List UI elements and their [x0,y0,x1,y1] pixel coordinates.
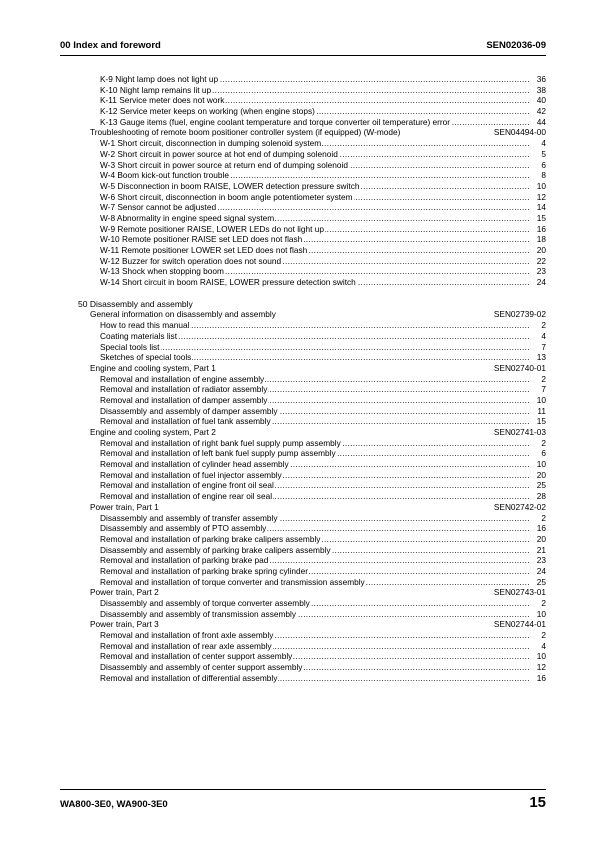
toc-item-title: Removal and installation of parking brake calipers assembly [100,533,321,544]
toc-item[interactable] [60,566,546,577]
toc-item-title: Removal and installation of engine rear oil seal [100,491,273,502]
toc-item-title: Removal and installation of engine assembly [100,373,265,384]
page-footer [60,795,546,815]
toc-item-page: 10 [530,609,546,620]
toc-item-page: 10 [530,181,546,192]
toc-item-title: Removal and installation of damper assembly [100,394,268,405]
toc-item-title: Removal and installation of engine front oil seal [100,480,274,491]
toc-item-title: Disassembly and assembly of torque converter assembly [100,598,310,608]
page-header [60,40,546,54]
toc-item-page: 15 [530,213,546,224]
toc-item-title: W-13 Shock when stopping boom [100,266,224,277]
toc-item-page: 20 [530,470,546,481]
toc-item-title: W-8 Abnormality in engine speed signal system [100,212,275,223]
toc-item-page: 2 [530,513,546,524]
toc-item-page: 2 [530,320,546,331]
toc-item[interactable] [60,598,546,609]
toc-section-title: Troubleshooting of remote boom positioner controller system (if equipped) (W-mode) [90,127,401,138]
toc-item-page: 20 [530,534,546,545]
toc-item[interactable] [60,320,546,331]
toc-item-title: K-10 Night lamp remains lit up [100,84,212,95]
toc-item-title: W-5 Disconnection in boom RAISE, LOWER detection pressure switch [100,180,360,191]
toc-item-page: 7 [530,342,546,353]
toc-item-page: 12 [530,192,546,203]
toc-item[interactable] [60,641,546,652]
toc-item-page: 23 [530,555,546,566]
toc-item-title: K-9 Night lamp does not light up [100,74,219,84]
toc-item[interactable] [60,406,546,417]
toc-item-title: W-7 Sensor cannot be adjusted [100,202,217,213]
toc-item[interactable] [60,630,546,641]
toc-section-code: SEN02741-03 [491,427,546,438]
toc-item[interactable] [60,95,546,106]
toc-item-page: 10 [530,651,546,662]
toc-item[interactable] [60,138,546,149]
toc-section[interactable] [60,127,546,138]
toc-item-title: Removal and installation of parking brake spring cylinder [100,565,308,576]
toc-item-title: Disassembly and assembly of parking brake calipers assembly [100,544,331,555]
toc-section[interactable] [60,363,546,374]
dot-leader [100,342,530,353]
header-doc-code: SEN02036-09 [486,40,546,51]
toc-item[interactable] [60,192,546,203]
toc-item-page: 2 [530,374,546,385]
toc-item[interactable] [60,277,546,288]
toc-item[interactable] [60,523,546,534]
toc-section[interactable] [60,309,546,320]
toc-item-page: 42 [530,106,546,117]
toc-item-page: 7 [530,384,546,395]
toc-item-title: W-10 Remote positioner RAISE set LED does not flash [100,234,303,245]
toc-item-title: W-1 Short circuit, disconnection in dumping solenoid system [100,138,322,149]
toc-item-title: W-14 Short circuit in boom RAISE, LOWER pressure detection switch [100,277,356,288]
toc-item-title: Removal and installation of torque converter and transmission assembly [100,576,365,587]
toc-item-title: Removal and installation of center support assembly [100,651,293,662]
toc-chapter-title: 50 Disassembly and assembly [78,298,193,309]
toc-section[interactable] [60,502,546,513]
toc-item[interactable] [60,85,546,96]
toc-section[interactable] [60,619,546,630]
toc-item-title: Removal and installation of front axle assembly [100,630,274,641]
toc-item-page: 23 [530,266,546,277]
toc-item[interactable] [60,202,546,213]
page-number: 15 [529,794,546,811]
toc-item-page: 44 [530,117,546,128]
toc-item-page: 24 [530,566,546,577]
toc-section-title: General information on disassembly and assembly [90,309,276,320]
toc-item[interactable] [60,609,546,620]
toc-item-title: W-6 Short circuit, disconnection in boom angle potentiometer system [100,191,353,202]
toc-section-title: Power train, Part 3 [90,619,159,630]
toc-section-code: SEN02739-02 [491,309,546,320]
toc-item-page: 22 [530,256,546,267]
toc-item[interactable] [60,352,546,363]
toc-item-title: Coating materials list [100,330,178,341]
toc-item-title: W-9 Remote positioner RAISE, LOWER LEDs do not light up [100,223,324,234]
toc-item[interactable] [60,181,546,192]
toc-item-title: Disassembly and assembly of damper assembly [100,405,278,416]
toc-item[interactable] [60,470,546,481]
header-section-title: 00 Index and foreword [60,40,161,51]
toc-item[interactable] [60,331,546,342]
toc-item-page: 24 [530,277,546,288]
toc-section-title: Engine and cooling system, Part 2 [90,427,216,437]
toc-item[interactable] [60,513,546,524]
toc-item-page: 6 [530,160,546,171]
toc-item-page: 6 [530,448,546,459]
toc-item[interactable] [60,416,546,427]
toc-item-title: Removal and installation of fuel injector assembly [100,469,282,480]
toc-item[interactable] [60,342,546,353]
toc-item-page: 5 [530,149,546,160]
toc-item-title: Removal and installation of left bank fuel supply pump assembly [100,448,336,459]
toc-item-title: Special tools list [100,341,160,352]
toc-item[interactable] [60,213,546,224]
toc-item[interactable] [60,395,546,406]
toc-item-title: K-12 Service meter keeps on working (when engine stops) [100,106,315,117]
toc-item-page: 11 [530,406,546,417]
toc-item[interactable] [60,491,546,502]
toc-section-code: SEN02740-01 [491,363,546,374]
toc-item-page: 16 [530,523,546,534]
toc-item-title: W-12 Buzzer for switch operation does not sound [100,255,282,266]
toc-item[interactable] [60,438,546,449]
toc-item-page: 28 [530,491,546,502]
toc-item[interactable] [60,149,546,160]
toc-item[interactable] [60,480,546,491]
toc-item-page: 4 [530,138,546,149]
toc-item-page: 16 [530,673,546,684]
header-rule [60,55,546,56]
toc-item-title: Removal and installation of fuel tank assembly [100,416,271,427]
toc-item-title: Disassembly and assembly of PTO assembly [100,523,267,534]
toc-item[interactable] [60,555,546,566]
toc-item-page: 12 [530,662,546,673]
toc-item[interactable] [60,384,546,395]
toc-section-title: Power train, Part 1 [90,501,159,512]
toc-section-code: SEN02742-02 [491,502,546,513]
toc-item-page: 36 [530,74,546,85]
toc-item-page: 8 [530,170,546,181]
toc-item[interactable] [60,374,546,385]
toc-item-page: 15 [530,416,546,427]
toc-spacer [60,288,546,299]
toc-item-title: W-3 Short circuit in power source at return end of dumping solenoid [100,159,348,170]
toc-item-page: 40 [530,95,546,106]
toc-item-page: 4 [530,331,546,342]
toc-item[interactable] [60,234,546,245]
toc-item[interactable] [60,117,546,128]
toc-item-title: W-11 Remote positioner LOWER set LED does not flash [100,245,308,255]
toc-item-page: 25 [530,577,546,588]
toc-item-title: W-2 Short circuit in power source at hot end of dumping solenoid [100,148,338,159]
toc-item-page: 2 [530,598,546,609]
toc-item[interactable] [60,160,546,171]
toc-item-title: Removal and installation of cylinder head assembly [100,459,289,470]
toc-item-title: K-11 Service meter does not work [100,95,225,106]
toc-item[interactable] [60,459,546,470]
toc-item-title: Sketches of special tools [100,352,192,363]
toc-item-title: Disassembly and assembly of center support assembly [100,662,303,673]
toc-section-code: SEN04494-00 [491,127,546,138]
toc-item[interactable] [60,74,546,85]
toc-item-title: Removal and installation of parking brake pad [100,555,269,566]
toc-item-page: 25 [530,480,546,491]
toc-item[interactable] [60,266,546,277]
toc-section[interactable] [60,427,546,438]
toc-item[interactable] [60,534,546,545]
table-of-contents [60,74,546,684]
toc-item-title: Disassembly and assembly of transfer assembly [100,512,278,523]
toc-item-page: 10 [530,459,546,470]
toc-item[interactable] [60,224,546,235]
toc-item-page: 18 [530,234,546,245]
toc-item[interactable] [60,651,546,662]
toc-item-page: 10 [530,395,546,406]
toc-item[interactable] [60,545,546,556]
toc-item-page: 4 [530,641,546,652]
footer-rule [60,789,546,790]
toc-section-title: Power train, Part 2 [90,587,159,598]
toc-item[interactable] [60,106,546,117]
toc-item[interactable] [60,245,546,256]
toc-item[interactable] [60,673,546,684]
toc-item-page: 16 [530,224,546,235]
toc-section-code: SEN02744-01 [491,619,546,630]
toc-item-title: K-13 Gauge items (fuel, engine coolant temperature and torque converter oil temperature) error [100,116,451,127]
toc-item[interactable] [60,448,546,459]
toc-section[interactable] [60,587,546,598]
footer-model: WA800-3E0, WA900-3E0 [60,799,168,810]
toc-item-title: Removal and installation of radiator assembly [100,384,268,395]
toc-item-page: 20 [530,245,546,256]
toc-item[interactable] [60,662,546,673]
toc-section-title: Engine and cooling system, Part 1 [90,362,216,373]
toc-item-page: 14 [530,202,546,213]
toc-item-title: Removal and installation of rear axle assembly [100,640,272,651]
toc-item-page: 21 [530,545,546,556]
toc-item[interactable] [60,577,546,588]
toc-item-title: Removal and installation of differential assembly [100,672,278,683]
toc-item-title: W-4 Boom kick-out function trouble [100,170,229,181]
toc-item-title: How to read this manual [100,320,190,331]
toc-item-title: Disassembly and assembly of transmission assembly [100,608,296,619]
toc-item-page: 13 [530,352,546,363]
toc-item-page: 38 [530,85,546,96]
toc-item-title: Removal and installation of right bank fuel supply pump assembly [100,437,341,448]
toc-section-code: SEN02743-01 [491,587,546,598]
toc-item-page: 2 [530,630,546,641]
toc-item[interactable] [60,170,546,181]
toc-chapter[interactable] [60,299,546,310]
toc-item-page: 2 [530,438,546,449]
toc-item[interactable] [60,256,546,267]
